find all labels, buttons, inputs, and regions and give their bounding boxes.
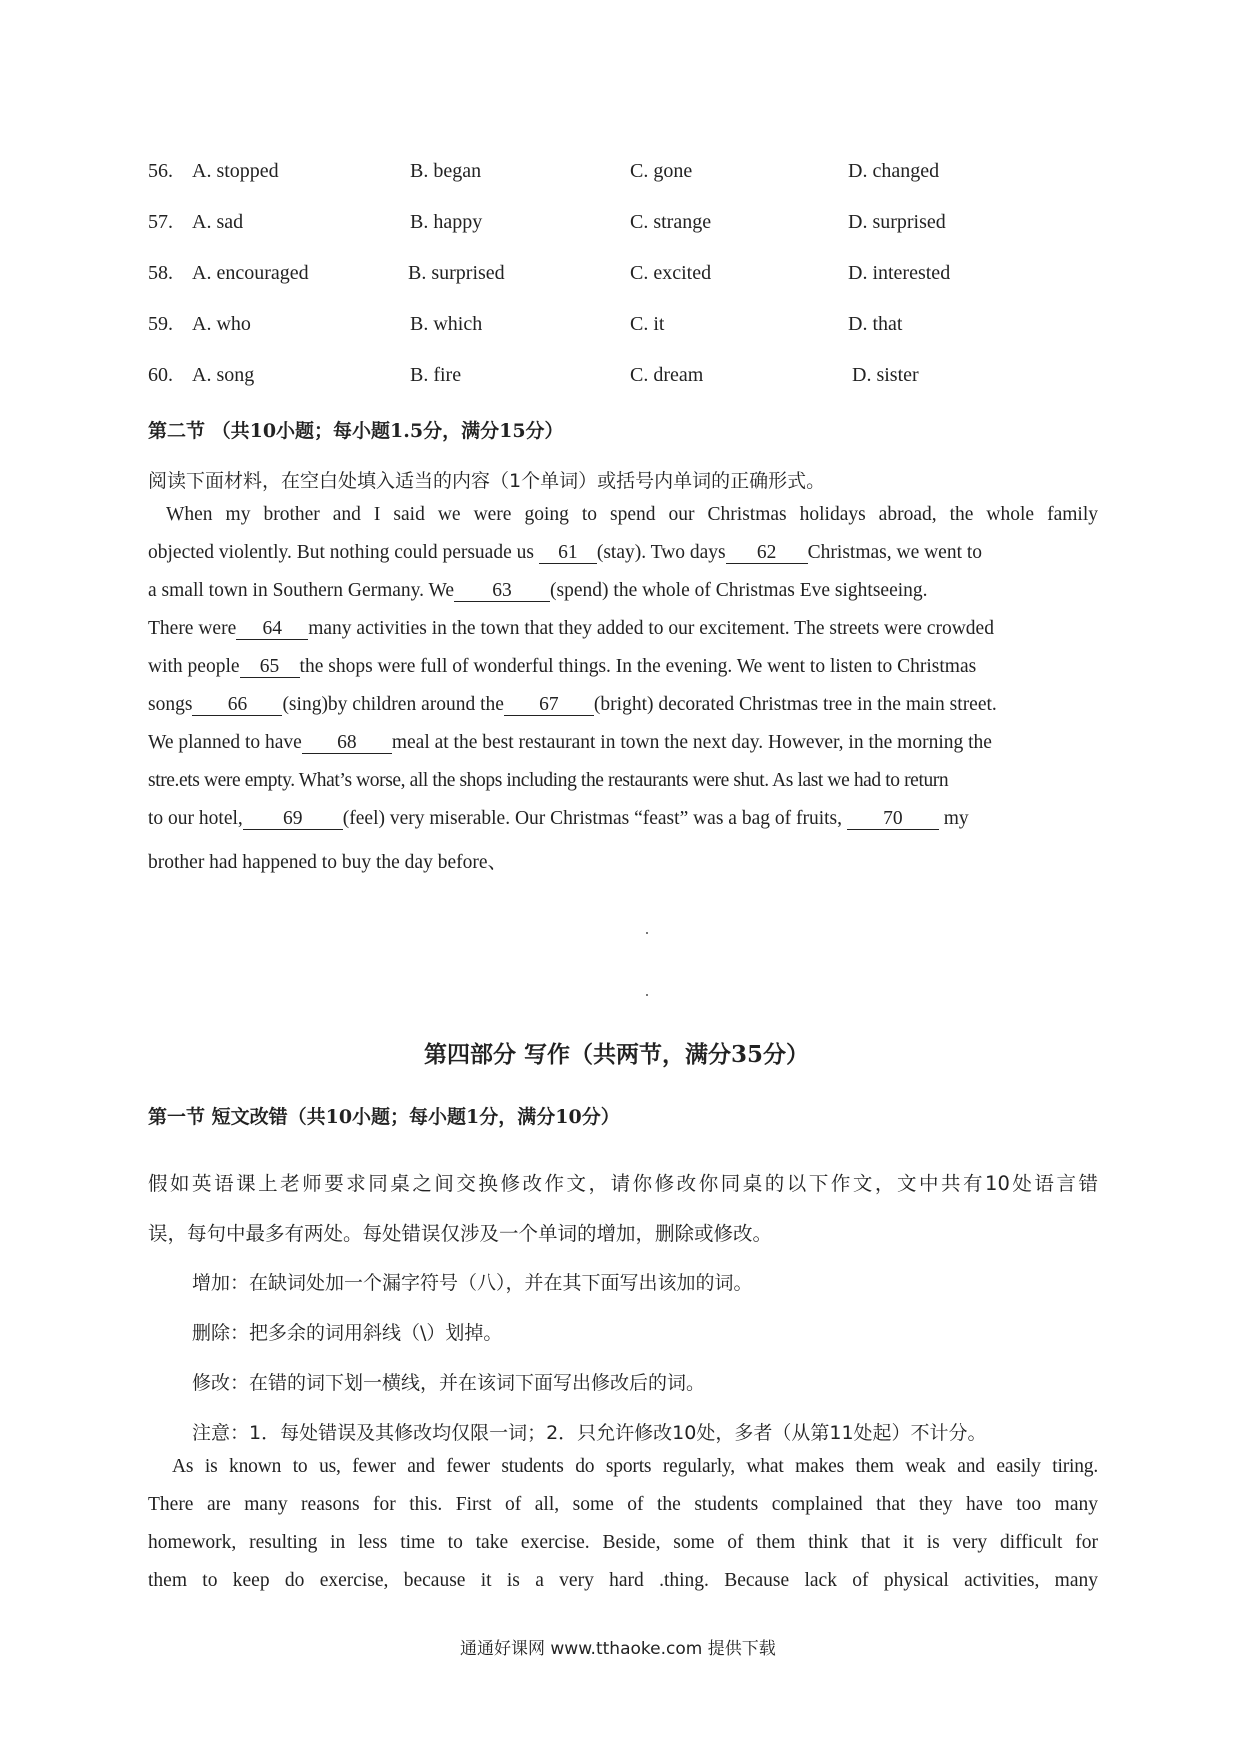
- question-number: 60.: [148, 364, 173, 386]
- passage-line: objected violently. But nothing could persuade us 61 (stay). Two days 62 Christmas, we went to: [148, 542, 983, 563]
- blank-63[interactable]: 63: [454, 581, 550, 602]
- scan-speck: [646, 932, 648, 934]
- question-number: 57.: [148, 211, 173, 233]
- blank-66[interactable]: 66: [192, 695, 282, 716]
- passage-line: We planned to have 68 meal at the best restaurant in town the next day. However, in the morning the: [148, 732, 992, 753]
- option-b: B. fire: [410, 364, 462, 386]
- blank-69[interactable]: 69: [243, 809, 343, 830]
- option-a: A. sad: [192, 211, 244, 233]
- option-a: A. encouraged: [192, 262, 309, 284]
- option-d: D. surprised: [848, 211, 946, 233]
- section-heading: 第一节 短文改错（共10小题；每小题1分，满分10分）: [148, 1106, 620, 1128]
- instruction-line: 误，每句中最多有两处。每处错误仅涉及一个单词的增加，删除或修改。: [148, 1222, 773, 1245]
- blank-68[interactable]: 68: [302, 733, 392, 754]
- rule-delete: 删除：把多余的词用斜线（\）划掉。: [192, 1322, 503, 1344]
- option-row: [148, 262, 1108, 292]
- essay-line: There are many reasons for this. First of all, some of the students complained that they have too many: [148, 1494, 1098, 1515]
- blank-64[interactable]: 64: [236, 619, 308, 640]
- passage-line: stre.ets were empty. What’s worse, all the shops including the restaurants were shut. As last we had to return: [148, 770, 949, 791]
- option-b: B. which: [410, 313, 483, 335]
- option-c: C. strange: [630, 211, 712, 233]
- essay-line: homework, resulting in less time to take exercise. Beside, some of them think that it is very difficult for: [148, 1532, 1098, 1553]
- option-row: [148, 313, 1108, 343]
- option-b: B. surprised: [408, 262, 505, 284]
- blank-70[interactable]: 70: [847, 809, 939, 830]
- option-a: A. song: [192, 364, 255, 386]
- option-a: A. stopped: [192, 160, 279, 182]
- section-heading: 第二节 （共10小题；每小题1.5分，满分15分）: [148, 420, 564, 442]
- passage-line: to our hotel, 69 (feel) very miserable. Our Christmas “feast” was a bag of fruits, 70 my: [148, 808, 969, 829]
- option-c: C. gone: [630, 160, 693, 182]
- passage-line: When my brother and I said we were going to spend our Christmas holidays abroad, the whole family: [166, 504, 1098, 525]
- note: 注意：1．每处错误及其修改均仅限一词；2．只允许修改10处，多者（从第11处起）不计分。: [192, 1422, 987, 1444]
- option-row: [148, 364, 1108, 394]
- question-number: 59.: [148, 313, 173, 335]
- essay: [148, 1456, 1098, 1616]
- question-number: 58.: [148, 262, 173, 284]
- rule-add: 增加：在缺词处加一个漏字符号（八），并在其下面写出该加的词。: [192, 1272, 753, 1294]
- footer-text: 通通好课网 www.tthaoke.com 提供下载: [460, 1639, 776, 1659]
- passage-line: songs 66 (sing)by children around the 67 (bright) decorated Christmas tree in the main street.: [148, 694, 997, 715]
- option-a: A. who: [192, 313, 251, 335]
- cloze-passage: [148, 504, 1098, 884]
- essay-line: them to keep do exercise, because it is a very hard .thing. Because lack of physical activities, many: [148, 1570, 1098, 1591]
- option-b: B. happy: [410, 211, 483, 233]
- scan-speck: [646, 994, 648, 996]
- option-d: D. sister: [852, 364, 919, 386]
- question-number: 56.: [148, 160, 173, 182]
- instruction-line: 假如英语课上老师要求同桌之间交换修改作文，请你修改你同桌的以下作文，文中共有10处语言错: [148, 1172, 1098, 1195]
- option-d: D. changed: [848, 160, 940, 182]
- essay-line: As is known to us, fewer and fewer students do sports regularly, what makes them weak and easily tiring.: [172, 1456, 1098, 1477]
- option-c: C. dream: [630, 364, 704, 386]
- option-row: [148, 211, 1108, 241]
- blank-65[interactable]: 65: [240, 657, 300, 678]
- blank-61[interactable]: 61: [539, 543, 597, 564]
- section-instruction: 阅读下面材料，在空白处填入适当的内容（1个单词）或括号内单词的正确形式。: [148, 470, 826, 492]
- option-row: [148, 160, 1108, 190]
- option-d: D. interested: [848, 262, 951, 284]
- option-c: C. excited: [630, 262, 712, 284]
- blank-67[interactable]: 67: [504, 695, 594, 716]
- passage-line: There were 64 many activities in the town that they added to our excitement. The streets were crowded: [148, 618, 994, 639]
- blank-62[interactable]: 62: [726, 543, 808, 564]
- passage-line: a small town in Southern Germany. We 63 (spend) the whole of Christmas Eve sightseeing.: [148, 580, 928, 601]
- option-b: B. began: [410, 160, 482, 182]
- option-d: D. that: [848, 313, 903, 335]
- passage-line: brother had happened to buy the day before、: [148, 852, 507, 873]
- part-title: 第四部分 写作（共两节，满分35分）: [424, 1041, 810, 1068]
- option-c: C. it: [630, 313, 665, 335]
- rule-modify: 修改：在错的词下划一横线，并在该词下面写出修改后的词。: [192, 1372, 706, 1394]
- passage-line: with people 65 the shops were full of wonderful things. In the evening. We went to listen to Christmas: [148, 656, 977, 677]
